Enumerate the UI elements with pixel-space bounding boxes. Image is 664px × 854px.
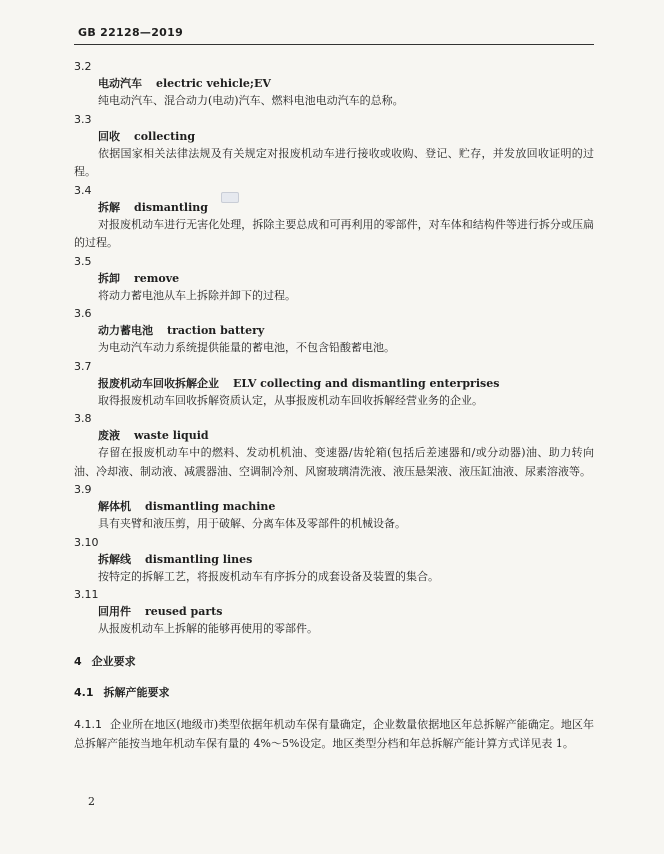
term-title <box>74 427 594 444</box>
term-number: 3.11 <box>74 588 99 601</box>
term-definition: 将动力蓄电池从车上拆除并卸下的过程。 <box>98 288 296 302</box>
term-zh: 拆卸 <box>98 271 120 285</box>
document-body <box>74 58 594 753</box>
term-en: electric vehicle;EV <box>156 77 271 90</box>
term-definition: 具有夹臂和液压剪，用于破解、分离车体及零部件的机械设备。 <box>98 517 406 530</box>
term-title <box>74 199 594 216</box>
term-entry <box>74 358 594 411</box>
term-definition: 从报废机动车上拆解的能够再使用的零部件。 <box>98 622 318 635</box>
term-zh: 解体机 <box>98 500 131 513</box>
term-number: 3.3 <box>74 112 92 126</box>
term-title <box>74 75 594 92</box>
term-zh: 回用件 <box>98 605 131 618</box>
term-number: 3.7 <box>74 359 92 373</box>
section-4-1-heading <box>74 684 594 701</box>
term-en: dismantling machine <box>145 500 276 513</box>
paragraph-4-1-1 <box>74 715 594 753</box>
term-title <box>74 603 594 620</box>
term-number: 3.10 <box>74 535 99 549</box>
term-title <box>74 498 594 515</box>
term-entry <box>74 111 594 182</box>
term-zh: 电动汽车 <box>98 77 142 90</box>
term-number: 3.8 <box>74 412 92 425</box>
term-title <box>74 551 594 568</box>
term-definition: 为电动汽车动力系统提供能量的蓄电池，不包含铅酸蓄电池。 <box>98 341 395 354</box>
term-title <box>74 322 594 339</box>
term-zh: 动力蓄电池 <box>98 324 153 337</box>
term-zh: 报废机动车回收拆解企业 <box>98 376 219 390</box>
section-title: 拆解产能要求 <box>103 685 170 699</box>
term-number: 3.5 <box>74 254 92 268</box>
page-number: 2 <box>88 795 95 808</box>
term-definition: 取得报废机动车回收拆解资质认定，从事报废机动车回收拆解经营业务的企业。 <box>98 393 483 407</box>
term-en: remove <box>134 271 180 285</box>
term-zh: 拆解 <box>98 200 120 214</box>
term-en: collecting <box>134 129 196 143</box>
term-en: ELV collecting and dismantling enterprises <box>233 376 500 390</box>
term-definition: 依据国家相关法律法规及有关规定对报废机动车进行接收或收购、登记、贮存，并发放回收证明的过程。 <box>74 146 594 178</box>
term-list <box>74 58 594 639</box>
term-entry <box>74 481 594 534</box>
term-title <box>74 270 594 287</box>
header-rule <box>74 44 594 45</box>
term-en: dismantling lines <box>145 552 253 566</box>
term-number: 3.2 <box>74 60 92 73</box>
term-entry <box>74 58 594 111</box>
term-definition: 纯电动汽车、混合动力(电动)汽车、燃料电池电动汽车的总称。 <box>98 94 404 107</box>
term-title <box>74 375 594 392</box>
term-zh: 拆解线 <box>98 552 131 566</box>
term-entry <box>74 182 594 253</box>
term-en: traction battery <box>167 324 265 337</box>
section-title: 企业要求 <box>91 654 136 668</box>
term-zh: 回收 <box>98 129 120 143</box>
term-en: waste liquid <box>134 429 209 442</box>
term-number: 3.9 <box>74 483 92 496</box>
section-4-heading <box>74 653 594 670</box>
term-definition: 存留在报废机动车中的燃料、发动机机油、变速器/齿轮箱(包括后差速器和/或分动器)油、助力转向油、冷却液、制动液、减震器油、空调制冷剂、风窗玻璃清洗液、液压悬架液、液压缸油液、尿素溶液等。 <box>74 446 594 478</box>
term-entry <box>74 410 594 481</box>
term-definition: 按特定的拆解工艺，将报废机动车有序拆分的成套设备及装置的集合。 <box>98 569 439 583</box>
term-title <box>74 128 594 145</box>
term-en: reused parts <box>145 605 223 618</box>
term-zh: 废液 <box>98 429 120 442</box>
term-en: dismantling <box>134 200 208 214</box>
section-number: 4 <box>74 654 82 668</box>
standard-header: GB 22128—2019 <box>78 26 184 39</box>
section-number: 4.1 <box>74 685 94 699</box>
term-entry <box>74 305 594 358</box>
term-entry <box>74 586 594 639</box>
term-number: 3.6 <box>74 307 92 320</box>
paragraph-number: 4.1.1 <box>74 717 102 731</box>
term-entry <box>74 253 594 306</box>
term-entry <box>74 534 594 587</box>
paragraph-text: 企业所在地区(地级市)类型依据年机动车保有量确定，企业数量依据地区年总拆解产能确定。地区年总拆解产能按当地年机动车保有量的 4%～5%设定。地区类型分档和年总拆解产能计算方式详见表 1。 <box>74 717 594 750</box>
term-number: 3.4 <box>74 183 92 197</box>
term-definition: 对报废机动车进行无害化处理，拆除主要总成和可再利用的零部件，对车体和结构件等进行拆分或压扁的过程。 <box>74 217 594 249</box>
